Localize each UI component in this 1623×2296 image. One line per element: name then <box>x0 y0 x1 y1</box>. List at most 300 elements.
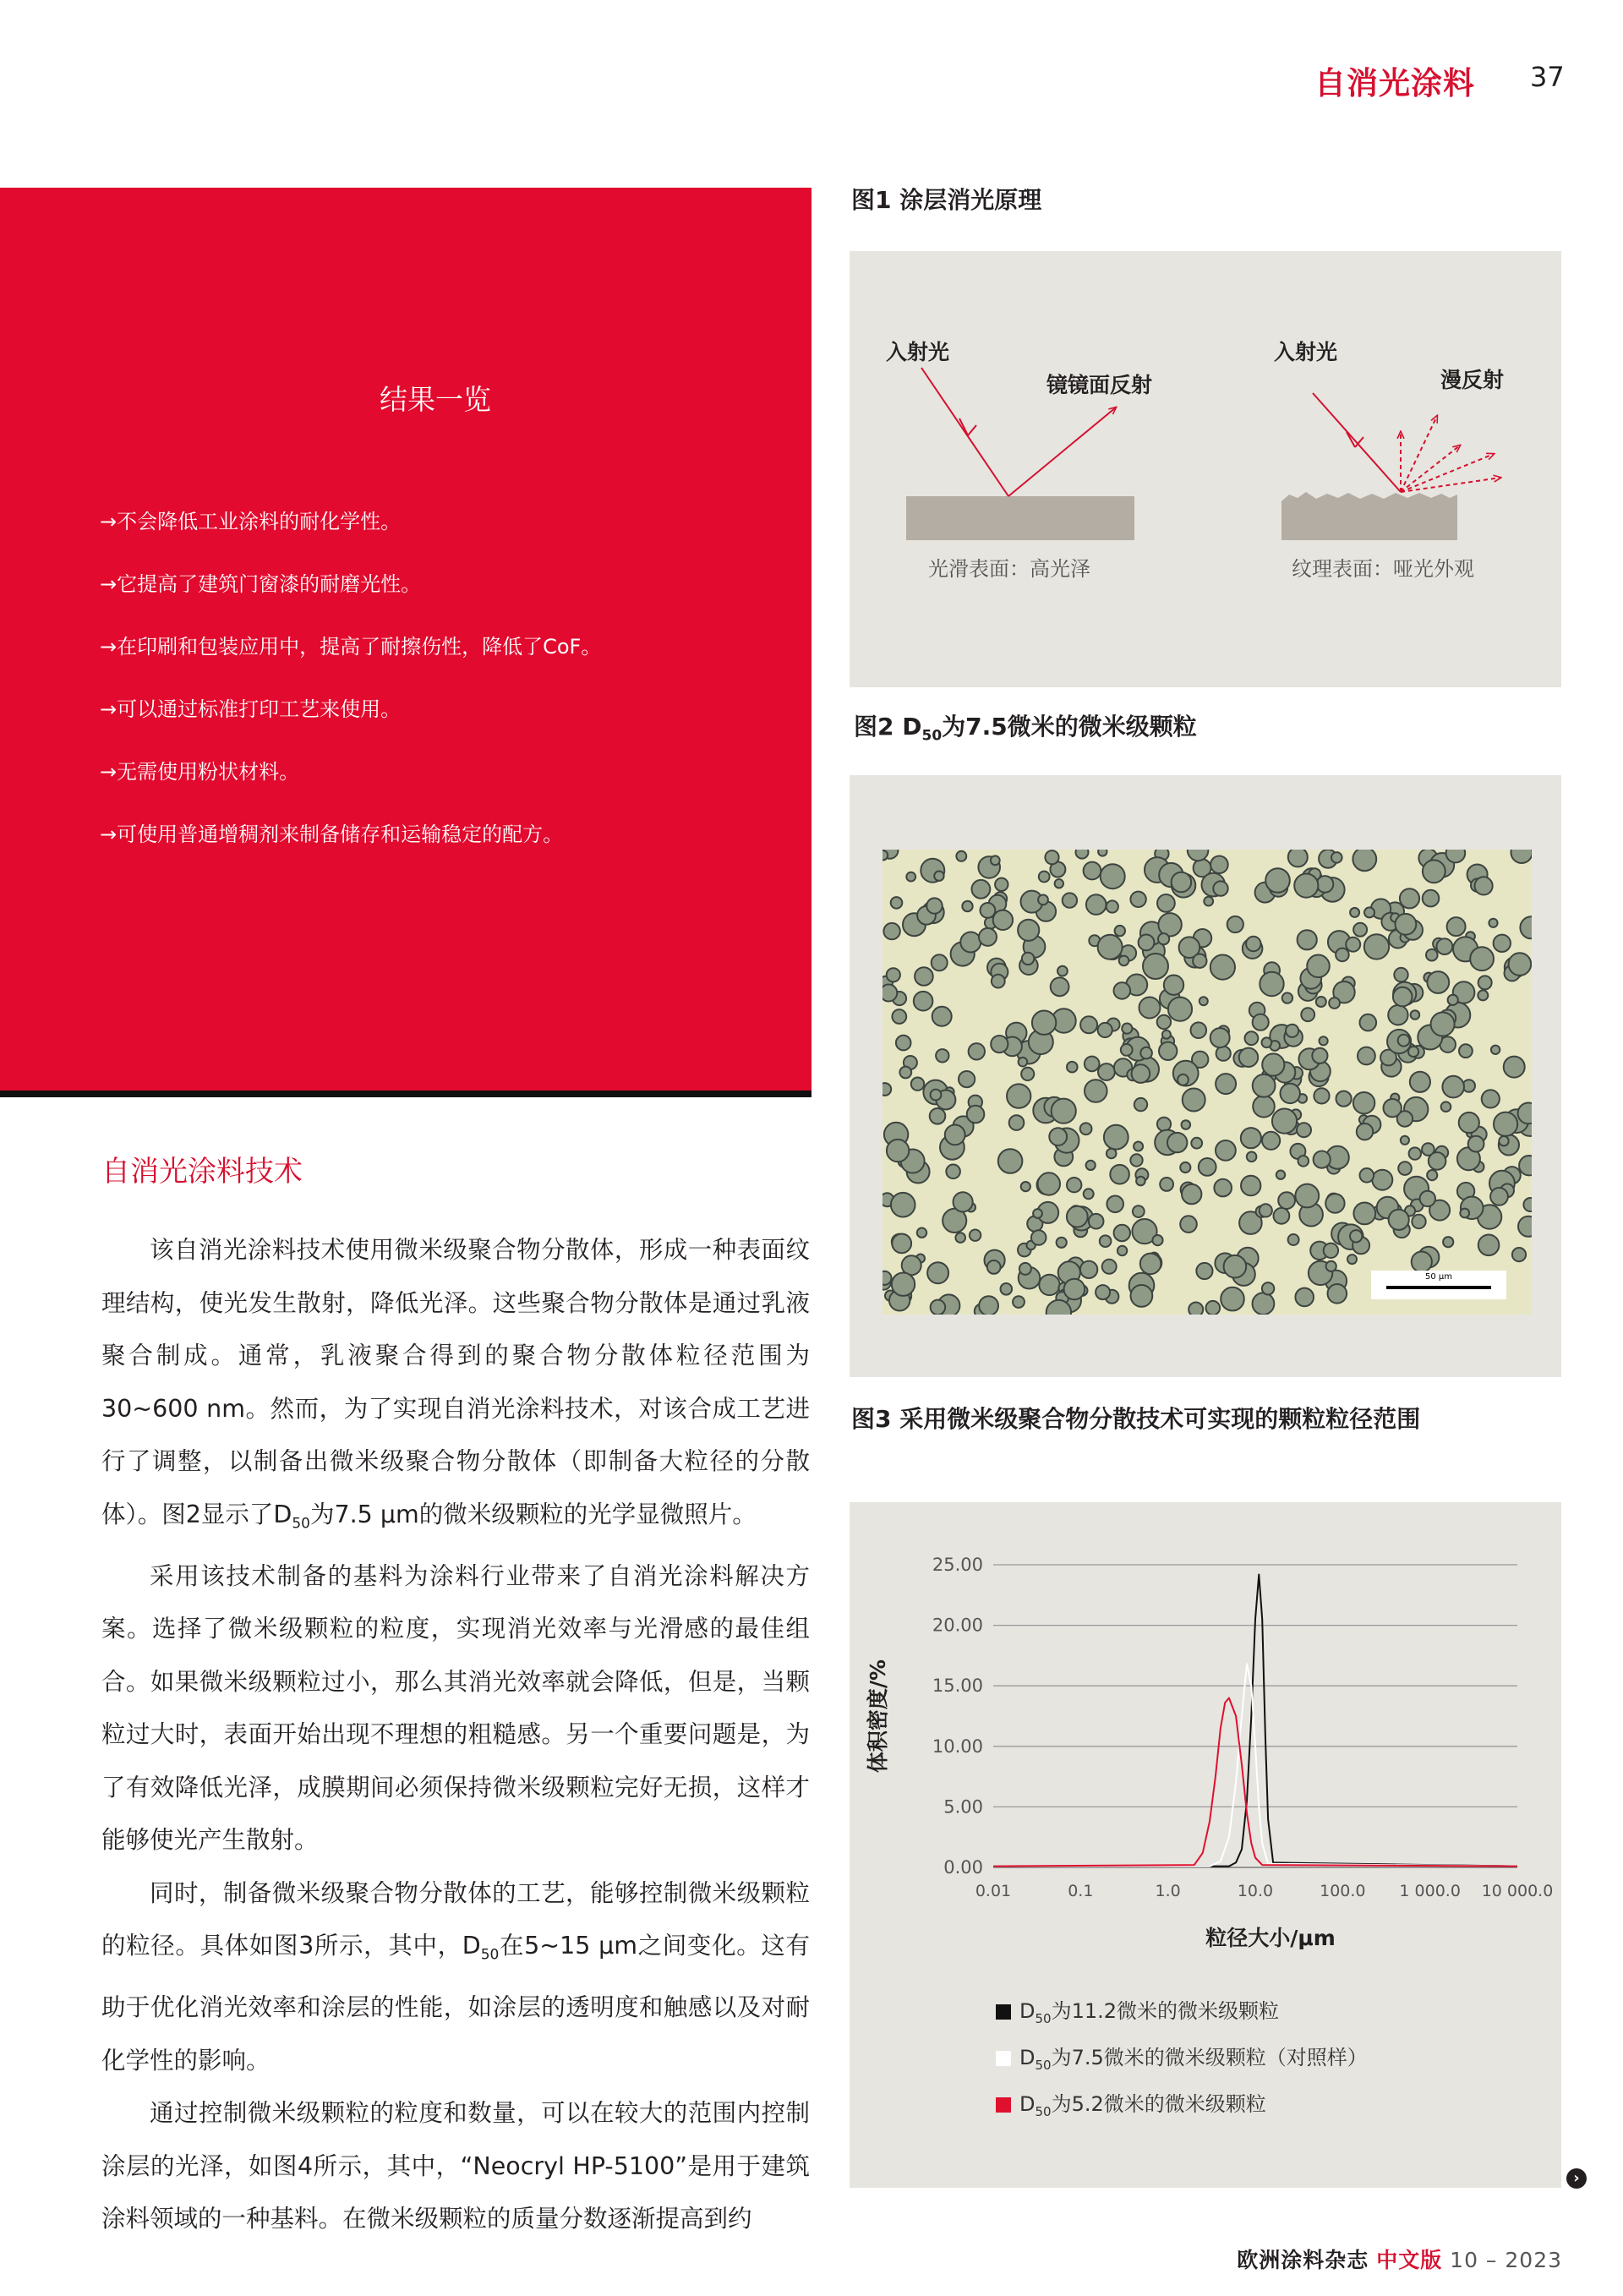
particle <box>1182 1184 1201 1204</box>
particle <box>1494 935 1511 952</box>
particle <box>1172 872 1192 893</box>
particle <box>1160 1178 1173 1191</box>
particle <box>1134 1142 1143 1151</box>
particle <box>1448 995 1458 1005</box>
particle <box>1427 971 1449 993</box>
particle <box>1164 976 1183 995</box>
particle <box>1057 966 1068 976</box>
particle <box>1136 1177 1145 1186</box>
particle <box>1352 850 1376 871</box>
particle <box>1101 864 1125 888</box>
particle <box>1162 1030 1171 1039</box>
particle <box>1183 1089 1205 1112</box>
particle <box>892 1234 911 1254</box>
particle <box>1084 862 1101 880</box>
particle <box>1193 954 1206 968</box>
particle <box>1121 1044 1133 1056</box>
particle <box>1246 937 1260 951</box>
particle <box>1019 1058 1028 1067</box>
particle <box>1460 1209 1469 1218</box>
scale-bar-label: 50 μm <box>1424 1272 1452 1282</box>
particle <box>955 1233 965 1243</box>
particle <box>970 1230 981 1241</box>
particle <box>1316 997 1326 1007</box>
series-line-2 <box>993 1698 1517 1867</box>
particle <box>891 1193 915 1217</box>
particle <box>1107 1196 1123 1213</box>
x-tick-label: 0.1 <box>1068 1882 1094 1900</box>
particle <box>1213 881 1227 895</box>
legend-swatch <box>996 2051 1011 2066</box>
particle <box>1353 923 1367 937</box>
paragraph: 同时，制备微米级聚合物分散体的工艺，能够控制微米级颗粒的粒径。具体如图3所示，其中，$D_{50}$在5~15 μm之间变化。这有助于优化消光效率和涂层的性能，如涂层的透明度和触感以及对耐化学性的影响。 <box>101 1878 810 2075</box>
particle <box>1364 907 1374 917</box>
particle <box>1114 982 1131 999</box>
particle <box>1518 1103 1532 1124</box>
particle <box>1098 1063 1115 1080</box>
particle <box>1032 1011 1056 1035</box>
particle <box>1227 916 1243 932</box>
particle <box>1216 1047 1231 1061</box>
particle <box>1119 956 1129 966</box>
particle <box>1511 850 1533 863</box>
particle <box>883 1271 892 1285</box>
particle <box>1412 1215 1425 1228</box>
particle <box>1080 1123 1092 1134</box>
particle <box>892 1273 915 1296</box>
particle <box>1298 1156 1309 1167</box>
fig1-diffuse-label: 漫反射 <box>1440 368 1505 392</box>
fig3-caption: 图3 采用微米级聚合物分散技术可实现的颗粒粒径范围 <box>851 1405 1421 1433</box>
particle <box>1157 1015 1171 1029</box>
particle <box>1064 1279 1085 1300</box>
particle <box>1350 1230 1362 1242</box>
particle <box>1221 1287 1244 1311</box>
particle <box>1262 1053 1284 1075</box>
particle <box>1459 1112 1479 1133</box>
fig1-specular-label: 镜镜面反射 <box>1046 373 1153 397</box>
particle <box>1140 1254 1161 1275</box>
particle <box>1098 1023 1112 1037</box>
particle <box>1324 1244 1338 1258</box>
particle <box>1272 1109 1297 1134</box>
particle <box>1281 1084 1300 1103</box>
particle <box>1157 1118 1171 1131</box>
particle <box>1491 1046 1500 1054</box>
particle <box>1189 1303 1203 1315</box>
particle <box>946 1165 960 1179</box>
particle <box>1420 1191 1435 1206</box>
particle <box>1191 1138 1202 1149</box>
page-number: 37 <box>1530 61 1565 93</box>
particle <box>1411 1010 1420 1020</box>
micrograph-particles <box>883 850 1532 1315</box>
particle <box>972 880 991 899</box>
particle <box>1504 1057 1525 1078</box>
particle <box>1282 992 1292 1003</box>
particle <box>1114 1225 1130 1241</box>
particle <box>1216 1074 1236 1094</box>
particle <box>1253 1074 1276 1097</box>
particle <box>1241 1176 1260 1195</box>
particle <box>1206 1301 1221 1315</box>
particle <box>1085 1057 1100 1072</box>
particle <box>906 872 915 882</box>
particle <box>1247 1152 1257 1162</box>
summary-item: →可使用普通增稠剂来制备储存和运输稳定的配方。 <box>100 823 564 846</box>
particle <box>1512 1248 1526 1261</box>
particle <box>979 928 997 946</box>
footer-edition: 中文版 <box>1376 2248 1443 2272</box>
particle <box>981 903 996 918</box>
particle <box>1295 1288 1314 1307</box>
particle <box>1007 1084 1030 1107</box>
particle <box>887 968 900 981</box>
particle <box>931 1300 946 1315</box>
particle <box>915 967 933 986</box>
particle <box>1253 1293 1275 1315</box>
section-header-title: 自消光涂料 <box>1314 65 1475 101</box>
particle <box>1199 997 1208 1005</box>
particle <box>1410 1072 1430 1092</box>
particle <box>1157 894 1175 912</box>
particle <box>1022 953 1034 965</box>
particle <box>1133 1205 1145 1217</box>
y-tick-label: 20.00 <box>932 1615 983 1636</box>
particle <box>1260 972 1283 996</box>
particle <box>1063 893 1077 907</box>
particle <box>1494 1112 1517 1136</box>
y-tick-label: 15.00 <box>932 1676 983 1697</box>
particle <box>1038 1173 1060 1194</box>
particle <box>1038 895 1048 905</box>
particle <box>1482 1090 1500 1107</box>
incident-ray-right <box>1313 393 1401 492</box>
particle <box>1329 998 1340 1009</box>
particle <box>1051 977 1069 996</box>
particle <box>1239 1048 1258 1067</box>
particle <box>1057 1238 1067 1248</box>
particle <box>1447 917 1466 936</box>
article-body <box>101 1224 810 2246</box>
particle <box>934 872 943 881</box>
particle <box>1021 1182 1030 1191</box>
particle <box>1412 1252 1432 1272</box>
legend-item: $D_{50}$为7.5微米的微米级颗粒（对照样） <box>996 2041 1368 2073</box>
particle <box>1426 949 1438 961</box>
particle <box>1360 1014 1377 1031</box>
x-tick-label: 1.0 <box>1155 1882 1181 1900</box>
particle <box>1489 919 1497 927</box>
particle <box>1389 1210 1409 1230</box>
particle <box>1067 1206 1088 1227</box>
particle <box>1276 1171 1285 1179</box>
particle <box>1260 1204 1272 1216</box>
particle <box>1055 879 1063 888</box>
particle <box>1478 1235 1500 1256</box>
particle <box>1107 1149 1117 1159</box>
particle <box>1140 1047 1152 1059</box>
summary-list <box>100 507 601 883</box>
y-tick-label: 10.00 <box>932 1736 983 1757</box>
article-title: 自消光涂料技术 <box>101 1155 303 1189</box>
particle <box>883 985 897 1002</box>
particle <box>1001 1283 1013 1295</box>
particle <box>1100 1235 1112 1247</box>
particle <box>959 1071 975 1087</box>
particle <box>931 1090 942 1101</box>
particle <box>930 1108 946 1124</box>
particle <box>1086 894 1107 915</box>
particle <box>896 1036 911 1051</box>
particle <box>1224 1255 1247 1278</box>
particle <box>1107 900 1118 912</box>
fig1-left-incident-label: 入射光 <box>886 340 950 364</box>
particle <box>1409 1147 1421 1159</box>
particle <box>1033 1209 1042 1218</box>
particle <box>914 992 933 1011</box>
particle <box>1045 850 1058 864</box>
particle <box>932 954 948 970</box>
particle <box>1468 1136 1484 1152</box>
particle <box>1520 916 1532 938</box>
particle <box>1336 948 1349 962</box>
micrograph-image <box>883 850 1532 1315</box>
x-tick-label: 1 000.0 <box>1399 1882 1461 1900</box>
particle <box>892 1009 906 1024</box>
particle <box>1509 953 1532 976</box>
particle <box>1178 1074 1189 1085</box>
particle <box>1286 1025 1298 1037</box>
particle <box>1388 1005 1407 1025</box>
particle <box>1408 1047 1418 1057</box>
particle <box>1132 1064 1150 1083</box>
legend-swatch <box>996 2004 1011 2020</box>
particle <box>1523 1198 1532 1211</box>
textured-surface <box>1281 492 1457 540</box>
particle <box>979 1296 998 1315</box>
fig3-panel <box>850 1502 1561 2188</box>
particle <box>956 851 966 861</box>
particle <box>1441 1102 1451 1112</box>
particle <box>992 975 1005 988</box>
particle <box>1265 868 1290 893</box>
scale-bar <box>1371 1271 1506 1299</box>
particle <box>1499 1136 1508 1145</box>
particle <box>1297 1123 1311 1137</box>
particle <box>883 1083 891 1096</box>
fig2-caption: 图2 $D_{50}$为7.5微米的微米级颗粒 <box>854 713 1197 745</box>
particle <box>1364 934 1389 959</box>
particle <box>1443 1237 1453 1247</box>
particle <box>1009 1115 1025 1130</box>
particle <box>1199 1158 1216 1176</box>
next-page-icon[interactable]: › <box>1566 2168 1587 2189</box>
particle <box>927 1262 948 1283</box>
incident-ray-left <box>921 368 1008 496</box>
particle <box>967 1106 985 1123</box>
summary-box-title: 结果一览 <box>380 383 491 416</box>
particle <box>1442 1076 1464 1098</box>
particle <box>1104 1125 1128 1150</box>
particle <box>1084 1189 1094 1199</box>
x-tick-label: 10.0 <box>1237 1882 1274 1900</box>
fig1-diagram <box>850 251 1561 687</box>
particle <box>1180 1216 1197 1233</box>
particle <box>1478 976 1492 989</box>
particle <box>1182 1120 1191 1129</box>
particle <box>995 878 1008 891</box>
particle <box>1180 1162 1190 1173</box>
series-line-1 <box>993 1664 1517 1866</box>
particle <box>1158 913 1181 936</box>
fig1-left-caption: 光滑表面：高光泽 <box>928 557 1090 581</box>
particle <box>993 910 1013 930</box>
particle <box>1423 890 1440 907</box>
particle <box>1307 955 1330 978</box>
summary-box-rule <box>0 1091 812 1097</box>
particle <box>1314 1151 1331 1168</box>
particle <box>1210 955 1235 980</box>
footer <box>1237 2244 1562 2274</box>
particle <box>1241 1128 1261 1148</box>
legend-swatch <box>996 2097 1011 2113</box>
particle <box>1331 852 1342 863</box>
scale-bar-line <box>1386 1286 1491 1289</box>
particle <box>1098 850 1107 856</box>
particle <box>1122 1024 1132 1034</box>
particle <box>1067 1178 1081 1192</box>
particle <box>1394 968 1407 981</box>
particle <box>1350 908 1359 917</box>
particle <box>1427 1170 1437 1180</box>
series-line-0 <box>993 1575 1517 1867</box>
particle <box>1326 1261 1336 1271</box>
particle <box>1080 1016 1097 1033</box>
y-axis-label: 体积密度/% <box>866 1659 890 1774</box>
particle <box>1214 1179 1232 1197</box>
particle <box>887 1140 909 1162</box>
particle <box>945 1125 965 1145</box>
particle <box>1298 930 1317 949</box>
particle <box>1049 1128 1067 1145</box>
particle <box>1168 998 1192 1021</box>
particle <box>932 1007 952 1026</box>
particle <box>1353 1092 1374 1113</box>
particle <box>883 850 888 860</box>
particle <box>1384 1099 1402 1117</box>
particle <box>1431 1013 1455 1036</box>
particle <box>1346 938 1360 952</box>
particle <box>1358 1047 1375 1065</box>
particle <box>1437 938 1453 954</box>
particle <box>1018 920 1039 941</box>
particle <box>1396 914 1417 935</box>
particle <box>1196 1263 1212 1279</box>
x-tick-label: 0.01 <box>975 1882 1012 1900</box>
particle <box>1031 1230 1046 1245</box>
particle <box>1139 998 1161 1019</box>
paragraph: 该自消光涂料技术使用微米级聚合物分散体，形成一种表面纹理结构，使光发生散射，降低光泽。这些聚合物分散体是通过乳液聚合制成。通常，乳液聚合得到的聚合物分散体粒径范围为30~600 nm。然而，为了实现自消光涂料技术，对该合成工艺进行了调整，以制备出微米级聚合物分散体（即制备大粒径的分散体）。图2显示了$D_{50}$为7.5 μm的微米级颗粒的光学显微照片。 <box>101 1236 810 1533</box>
particle <box>1470 947 1494 970</box>
particle <box>1262 1282 1274 1294</box>
particle <box>1130 1154 1142 1166</box>
particle <box>883 923 899 939</box>
particle <box>926 898 942 913</box>
particle <box>962 901 972 911</box>
particle <box>1328 1284 1347 1304</box>
particle <box>1019 1263 1031 1275</box>
summary-item: →在印刷和包装应用中，提高了耐擦伤性，降低了CoF。 <box>100 635 602 659</box>
particle <box>1115 926 1125 936</box>
particle <box>1357 1123 1373 1140</box>
diffuse-rays <box>1401 416 1500 492</box>
particle <box>1401 1136 1409 1145</box>
particle <box>1210 856 1228 874</box>
paragraph: 通过控制微米级颗粒的粒度和数量，可以在较大的范围内控制涂层的光泽，如图4所示，其中，“Neocryl HP-5100”是用于建筑涂料领域的一种基料。在微米级颗粒的质量分数逐渐提高到约 <box>101 2099 810 2233</box>
particle <box>1245 1031 1259 1045</box>
legend-item: $D_{50}$为5.2微米的微米级颗粒 <box>996 2087 1266 2119</box>
particle <box>1446 850 1466 862</box>
particle <box>1301 1008 1314 1021</box>
particle <box>1353 1203 1375 1225</box>
summary-item: →不会降低工业涂料的耐化学性。 <box>100 510 402 533</box>
particle <box>1518 1216 1532 1237</box>
particle <box>1336 1091 1352 1107</box>
particle <box>1278 1192 1295 1209</box>
footer-issue: 10 – 2023 <box>1450 2248 1562 2272</box>
particle <box>1080 1261 1097 1278</box>
fig1-panel <box>850 251 1561 687</box>
particle <box>1204 897 1213 906</box>
particle <box>987 1260 1001 1274</box>
particle <box>1398 1162 1412 1175</box>
particle <box>1085 1080 1107 1102</box>
particle <box>1274 1208 1290 1224</box>
particle <box>1052 1099 1076 1123</box>
particle <box>1459 1044 1473 1058</box>
particle <box>1312 1048 1327 1063</box>
particle <box>1118 1246 1127 1255</box>
x-tick-label: 10 000.0 <box>1481 1882 1554 1900</box>
paragraph: 采用该技术制备的基料为涂料行业带来了自消光涂料解决方案。选择了微米级颗粒的粒度，实现消光效率与光滑感的最佳组合。如果微米级颗粒过小，那么其消光效率就会降低，但是，当颗粒过大时，表面开始出现不理想的粗糙感。另一个重要问题是，为了有效降低光泽，成膜期间必须保持微米级颗粒完好无损，这样才能够使光产生散射。 <box>101 1561 810 1855</box>
fig1-caption: 图1 涂层消光原理 <box>851 186 1042 214</box>
particle <box>1360 1168 1374 1183</box>
particle <box>899 1067 911 1079</box>
particle <box>1253 1096 1275 1118</box>
legend-item: $D_{50}$为11.2微米的微米级颗粒 <box>996 1994 1279 2026</box>
y-tick-label: 5.00 <box>943 1796 983 1818</box>
particle <box>1429 1152 1446 1170</box>
particle <box>1253 1014 1269 1030</box>
particle <box>1086 1161 1096 1170</box>
particle <box>1013 1296 1025 1308</box>
particle <box>1398 1035 1410 1047</box>
particle <box>917 1228 926 1238</box>
particle <box>991 1036 1008 1052</box>
particle <box>1102 1260 1117 1274</box>
particle <box>936 1049 948 1062</box>
particle <box>1130 892 1145 907</box>
particle <box>1139 935 1155 951</box>
particle <box>1067 1062 1078 1073</box>
particle <box>998 1149 1023 1173</box>
fig1-right-incident-label: 入射光 <box>1274 340 1338 364</box>
particle <box>1131 1285 1153 1307</box>
particle <box>1134 1098 1147 1111</box>
particle <box>969 1043 985 1059</box>
smooth-surface <box>906 496 1134 540</box>
